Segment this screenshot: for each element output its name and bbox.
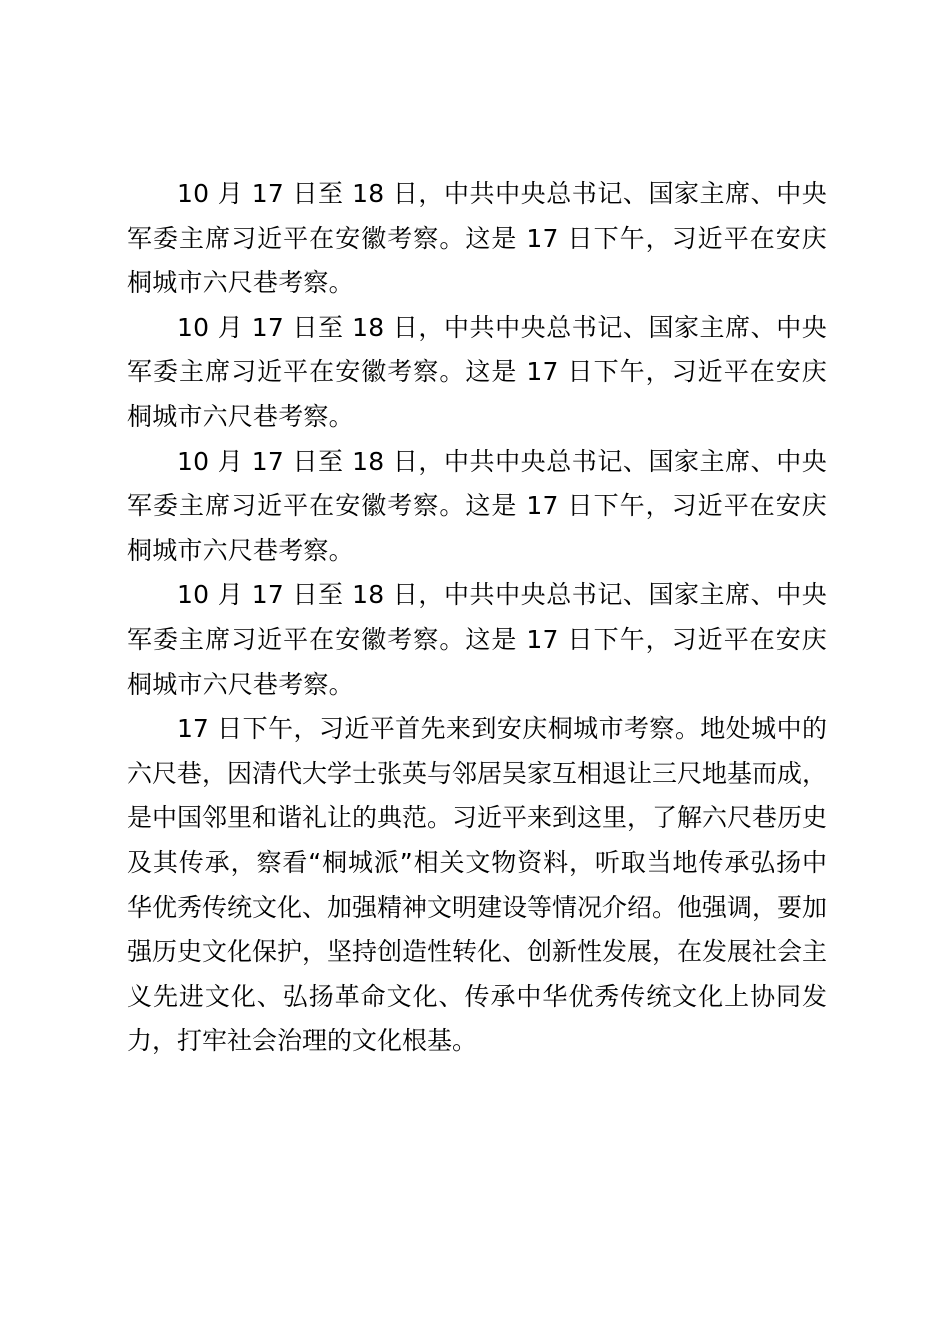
paragraph-3: 10 月 17 日至 18 日，中共中央总书记、国家主席、中央军委主席习近平在安徽考察。这是 17 日下午，习近平在安庆桐城市六尺巷考察。: [127, 446, 827, 565]
paragraph-2: 10 月 17 日至 18 日，中共中央总书记、国家主席、中央军委主席习近平在安徽考察。这是 17 日下午，习近平在安庆桐城市六尺巷考察。: [127, 312, 827, 431]
paragraph-1: 10 月 17 日至 18 日，中共中央总书记、国家主席、中央军委主席习近平在安徽考察。这是 17 日下午，习近平在安庆桐城市六尺巷考察。: [127, 179, 827, 298]
paragraph-5: 17 日下午，习近平首先来到安庆桐城市考察。地处城中的六尺巷，因清代大学士张英与邻居吴家互相退让三尺地基而成，是中国邻里和谐礼让的典范。习近平来到这里，了解六尺巷历史及其传承，察看“桐城派”相关文物资料，听取当地传承弘扬中华优秀传统文化、加强精神文明建设等情况介绍。他强调，要加强历史文化保护，坚持创造性转化、创新性发展，在发展社会主义先进文化、弘扬革命文化、传承中华优秀传统文化上协同发力，打牢社会治理的文化根基。: [127, 714, 828, 1056]
paragraph-4: 10 月 17 日至 18 日，中共中央总书记、国家主席、中央军委主席习近平在安徽考察。这是 17 日下午，习近平在安庆桐城市六尺巷考察。: [127, 580, 827, 699]
document-body: [127, 172, 827, 1064]
